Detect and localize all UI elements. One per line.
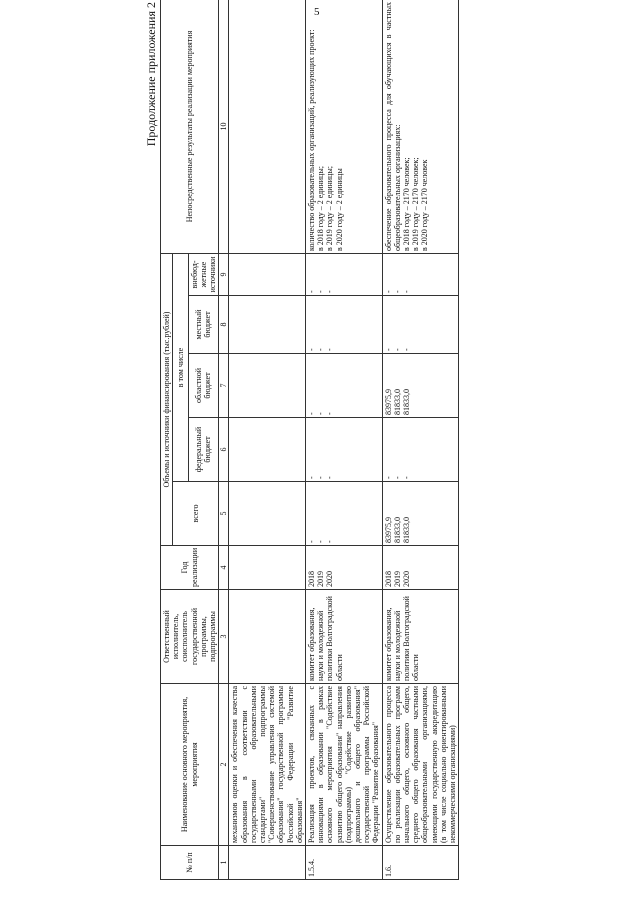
row-local: - - - [382,296,459,354]
row-number: 1.6. [382,846,459,880]
header-including: в том числе [173,254,188,482]
col-number: 2 [219,684,229,846]
row-total: 83975,9 81833,0 81833,0 [382,482,459,546]
col-number: 6 [219,418,229,482]
header-results: Непосредственные результаты реализации мероприятия [161,0,219,254]
page-number: 5 [314,6,320,18]
row-activity-name: Реализация проектов, связанных с инновациями в образовании в рамках основного мероприятия "Содействие развитию общего образования" направления (подпрограммы) "Содействие развитию дошкольного и общего образования" государственной программы Российской Федерации "Развитие образования" [306,684,383,846]
table-row [306,0,383,880]
header-funding: Объемы и источники финансирования (тыс.рублей) [161,254,173,546]
row-local: - - - [306,296,383,354]
header-local: местный бюджет [188,296,219,354]
col-number: 5 [219,482,229,546]
row-years: 2018 2019 2020 [382,546,459,590]
col-number: 1 [219,846,229,880]
row-federal: - - - [382,418,459,482]
table-row [382,0,459,880]
header-row-1 [161,0,173,880]
col-number: 4 [219,546,229,590]
continuation-text: механизмов оценки и обеспечения качества образования в соответствии с государственными образовательными стандартами" подпрограммы "Совершенствование управления системой образования" государственной программы Российской Федерации "Развитие образования" [229,684,306,846]
row-regional: 83975,9 81833,0 81833,0 [382,354,459,418]
landscape-content [138,0,638,880]
row-activity-name: Осуществление образовательного процесса по реализации образовательных программ начального общего, основного общего, среднего общего образования частными общеобразовательными организациями, имеющими государственную аккредитацию (в том числе социально ориентированными некоммерческими организациями) [382,684,459,846]
row-regional: - - - [306,354,383,418]
header-name: Наименование основного мероприятия, мероприятия [161,684,219,846]
row-results: количество образовательных организаций, реализующих проект: в 2018 году – 2 единицы; в 2019 году – 2 единицы; в 2020 году – 2 единицы [306,0,383,254]
col-number: 9 [219,254,229,296]
row-extrabudget: - - - [306,254,383,296]
col-number: 10 [219,0,229,254]
header-extrabudget: внебюд-жетные источники [188,254,219,296]
header-total: всего [173,482,219,546]
column-number-row [219,0,229,880]
row-total: - - - [306,482,383,546]
header-federal: федеральный бюджет [188,418,219,482]
col-number: 3 [219,590,229,684]
header-responsible: Ответственный исполнитель, соисполнитель государственной программы, подпрограммы [161,590,219,684]
row-number: 1.5.4. [306,846,383,880]
header-num: № п/п [161,846,219,880]
program-table [160,0,459,880]
row-responsible: комитет образования, науки и молодежной политики Волгоградской области [382,590,459,684]
row-responsible: комитет образования, науки и молодежной политики Волгоградской области [306,590,383,684]
continuation-row [229,0,306,880]
appendix-caption: Продолжение приложения 2 [144,2,158,147]
row-results: обеспечение образовательного процесса для обучающихся в частных общеобразовательных организациях: в 2018 году – 2170 человек; в 2019 году – 2170 человек; в 2020 году – 2170 человек [382,0,459,254]
row-federal: - - - [306,418,383,482]
header-regional: областной бюджет [188,354,219,418]
row-years: 2018 2019 2020 [306,546,383,590]
row-extrabudget: - - - [382,254,459,296]
header-year: Год реализации [161,546,219,590]
col-number: 7 [219,354,229,418]
col-number: 8 [219,296,229,354]
